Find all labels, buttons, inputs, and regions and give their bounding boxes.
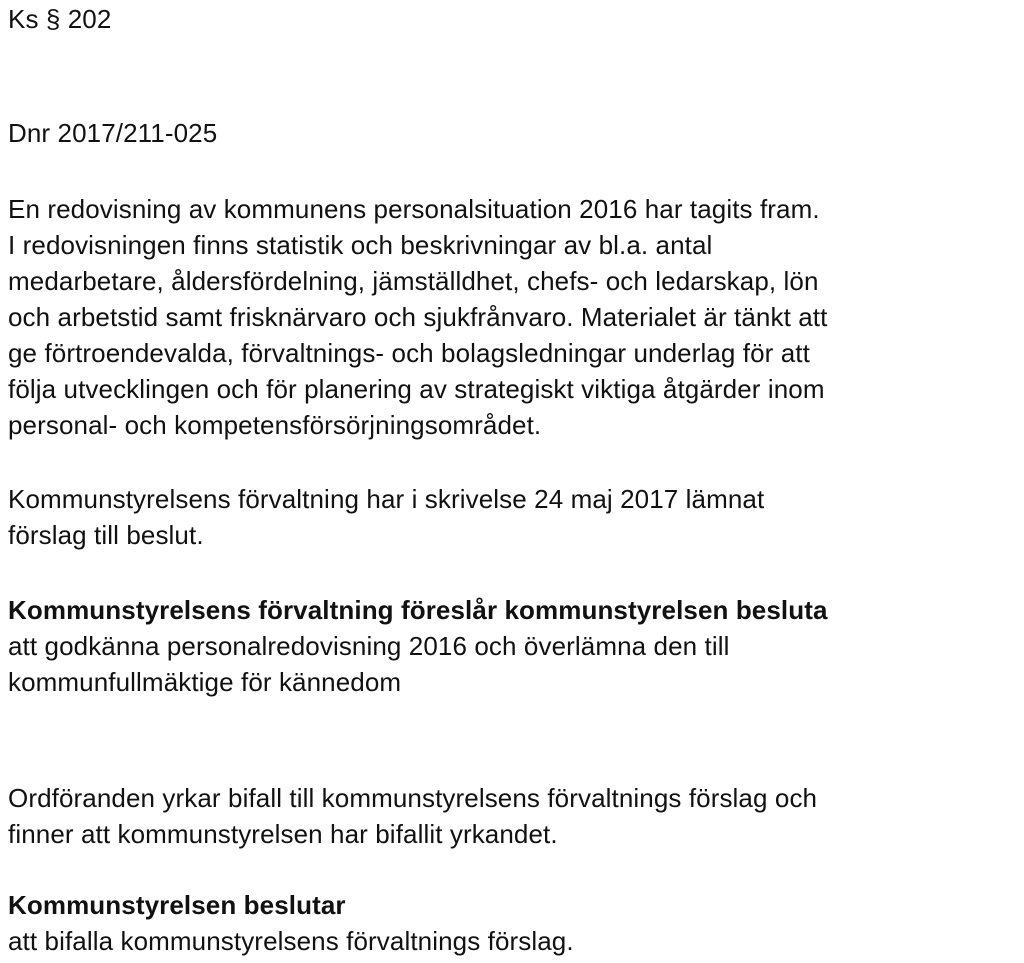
decision-heading: Kommunstyrelsen beslutar — [8, 890, 346, 920]
decision-section — [8, 887, 574, 959]
text-line: finner att kommunstyrelsen har bifallit yrkandet. — [8, 819, 558, 849]
text-line: En redovisning av kommunens personalsituation 2016 har tagits fram. — [8, 194, 820, 224]
text-line: förslag till beslut. — [8, 520, 204, 550]
paragraph-administration-letter — [8, 481, 764, 553]
text-line: medarbetare, åldersfördelning, jämställdhet, chefs- och ledarskap, lön — [8, 266, 819, 296]
diary-number: Dnr 2017/211-025 — [8, 118, 218, 148]
proposal-section — [8, 592, 828, 700]
decision-line: att bifalla kommunstyrelsens förvaltnings förslag. — [8, 926, 574, 956]
text-line: Kommunstyrelsens förvaltning har i skrivelse 24 maj 2017 lämnat — [8, 484, 765, 514]
text-line: Ordföranden yrkar bifall till kommunstyrelsens förvaltnings förslag och — [8, 783, 818, 813]
section-reference: Ks § 202 — [8, 4, 112, 34]
paragraph-chair-motion — [8, 780, 817, 852]
text-line: ge förtroendevalda, förvaltnings- och bolagsledningar underlag för att — [8, 338, 810, 368]
text-line: att godkänna personalredovisning 2016 och överlämna den till — [8, 631, 730, 661]
paragraph-report-description — [8, 191, 827, 443]
text-line: personal- och kompetensförsörjningsområdet. — [8, 410, 542, 440]
text-line: följa utvecklingen och för planering av strategiskt viktiga åtgärder inom — [8, 374, 825, 404]
proposal-heading: Kommunstyrelsens förvaltning föreslår kommunstyrelsen besluta — [8, 595, 828, 625]
text-line: kommunfullmäktige för kännedom — [8, 667, 402, 697]
text-line: I redovisningen finns statistik och beskrivningar av bl.a. antal — [8, 230, 713, 260]
text-line: och arbetstid samt frisknärvaro och sjukfrånvaro. Materialet är tänkt att — [8, 302, 828, 332]
